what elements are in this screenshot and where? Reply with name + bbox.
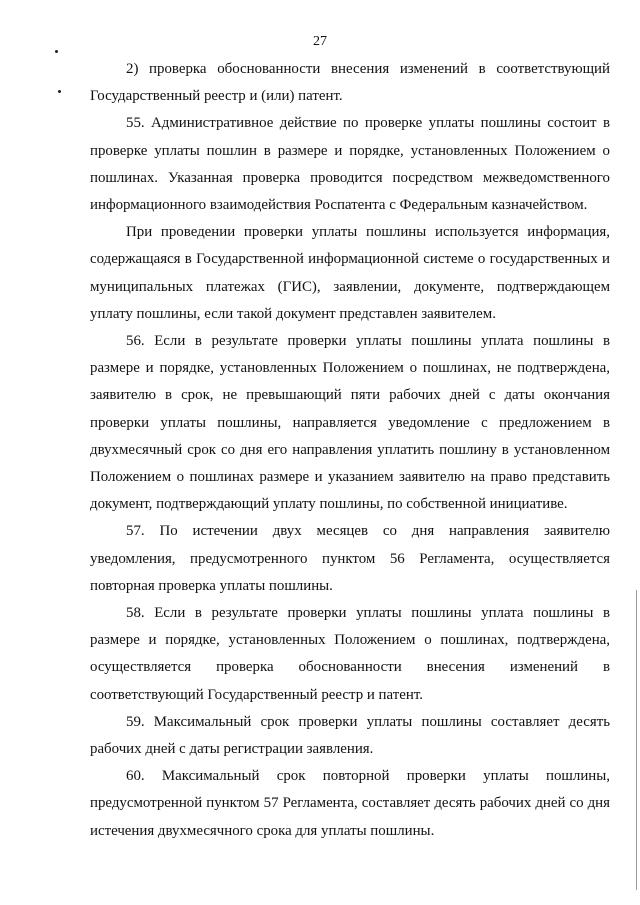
paragraph-58: 58. Если в результате проверки уплаты пошлины уплата пошлины в размере и порядке, установленных Положением о пошлинах, подтверждена, осуществляется проверка обоснованности внесения изменений в соответствующий Государственный реестр и патент. [90,605,610,703]
paragraph-55-info: При проведении проверки уплаты пошлины используется информация, содержащаяся в Государственной информационной системе о государственных и муниципальных платежах (ГИС), заявлении, документе, подтверждающем уплату пошлины, если такой документ представлен заявителем. [90,224,610,322]
scan-speck [58,90,61,93]
scan-speck [55,50,58,53]
page-number: 27 [313,34,327,49]
paragraph-59: 59. Максимальный срок проверки уплаты пошлины составляет десять рабочих дней с даты регистрации заявления. [90,713,610,758]
paragraph-56: 56. Если в результате проверки уплаты пошлины уплата пошлины в размере и порядке, установленных Положением о пошлинах, не подтверждена, заявителю в срок, не превышающий пяти рабочих дней с даты окончания проверки уплаты пошлины, направляется уведомление с предложением в двухмесячный срок со дня его направления уплатить пошлину в установленном Положением о пошлинах размере и указанием заявителю на право представить документ, подтверждающий уплату пошлины, по собственной инициативе. [90,333,610,513]
document-body [90,56,610,845]
paragraph-55: 55. Административное действие по проверке уплаты пошлины состоит в проверке уплаты пошлин в размере и порядке, установленных Положением о пошлинах. Указанная проверка проводится посредством межведомственного информационного взаимодействия Роспатента с Федеральным казначейством. [90,115,610,214]
paragraph-60: 60. Максимальный срок повторной проверки уплаты пошлины, предусмотренной пунктом 57 Регламента, составляет десять рабочих дней со дня истечения двухмесячного срока для уплаты пошлины. [90,768,610,839]
paragraph-item-2: 2) проверка обоснованности внесения изменений в соответствующий Государственный реестр и (или) патент. [90,61,610,105]
paragraph-57: 57. По истечении двух месяцев со дня направления заявителю уведомления, предусмотренного пунктом 56 Регламента, осуществляется повторная проверка уплаты пошлины. [90,523,610,594]
scan-edge-line [636,590,637,890]
